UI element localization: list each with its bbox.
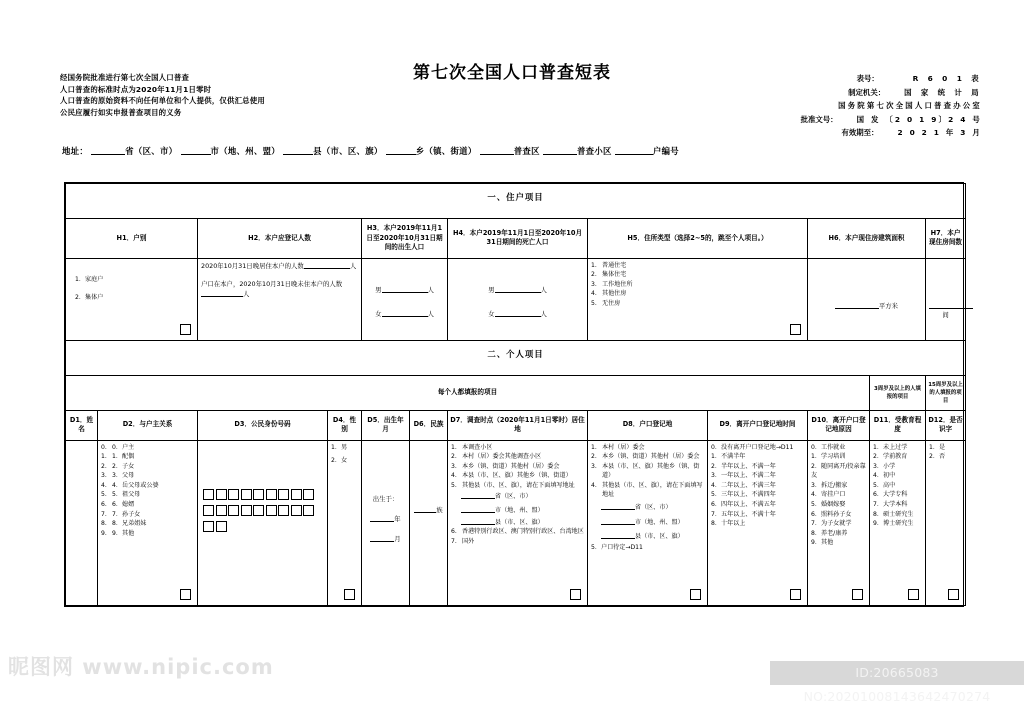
- h3-male-label: 男: [375, 285, 382, 294]
- col-h3: H3．本户2019年11月1日至2020年10月31日期间的出生人口: [362, 219, 448, 259]
- d2-option-8[interactable]: 8. 8．兄弟姐妹: [101, 520, 147, 528]
- group-all-label: 每个人都填报的项目: [66, 375, 870, 410]
- col-d2: D2．与户主关系: [98, 410, 198, 440]
- section2-answer-row: [66, 440, 966, 605]
- h5-option-2[interactable]: 2. 集体住宅: [591, 271, 627, 279]
- cell-d4[interactable]: [328, 440, 362, 605]
- d2-option-2[interactable]: 2. 2．子女: [101, 462, 135, 470]
- cell-d11[interactable]: [870, 440, 926, 605]
- cell-h4[interactable]: [448, 258, 588, 340]
- h3-unit: 人: [427, 285, 434, 294]
- address-line: [62, 145, 679, 157]
- d11-option-5[interactable]: 5．高中: [873, 481, 896, 489]
- section1-heading-row: [66, 184, 966, 219]
- meta-label: 批准文号：: [800, 114, 838, 124]
- d7-option-6[interactable]: 6. 香港特别行政区、澳门特别行政区、台湾地区: [451, 528, 584, 536]
- d11-option-3[interactable]: 3．小学: [873, 462, 896, 470]
- d9-option-8[interactable]: 8．十年以上: [711, 520, 746, 528]
- d8-option-2[interactable]: 2. 本乡（镇、街道）其他村（居）委会: [591, 453, 700, 461]
- d12-checkbox[interactable]: [948, 589, 959, 600]
- d8-option-4[interactable]: 4. 其他县（市、区、旗），请在下面填写地址: [591, 481, 703, 499]
- d10-option-9[interactable]: 9．其他: [811, 539, 834, 547]
- col-d4: D4．性别: [328, 410, 362, 440]
- d8-addr-city: 市（地、州、盟）: [635, 518, 684, 526]
- cell-d12[interactable]: [926, 440, 966, 605]
- d5-prefix: 出生于：: [372, 494, 399, 503]
- d9-checkbox[interactable]: [790, 589, 801, 600]
- col-h7: H7．本户现住房间数: [926, 219, 966, 259]
- d2-option-0[interactable]: 0. 0．户主: [101, 443, 135, 451]
- col-d12: D12．是否识字: [926, 410, 966, 440]
- cell-h6[interactable]: [808, 258, 926, 340]
- col-h6: H6．本户现住房建筑面积: [808, 219, 926, 259]
- d7-checkbox[interactable]: [570, 589, 581, 600]
- meta-label: 制定机关：: [848, 87, 886, 97]
- meta-value: R 6 0 1 表: [912, 74, 982, 83]
- h4-male-label: 男: [488, 285, 495, 294]
- d8-option-5[interactable]: 5．户口待定→D11: [591, 543, 643, 551]
- d10-option-2[interactable]: 2．随同离开/投亲靠友: [811, 462, 866, 480]
- d10-option-6[interactable]: 6．照料孙子女: [811, 510, 852, 518]
- meta-value: 国 发 〔2 0 1 9〕2 4 号: [856, 114, 982, 124]
- section1-answer-row: [66, 258, 966, 340]
- d12-option-2[interactable]: 2．否: [929, 453, 946, 461]
- d7-option-1[interactable]: 1. 本调查小区: [451, 443, 493, 451]
- h1-checkbox[interactable]: [180, 324, 191, 335]
- cell-h5[interactable]: [588, 258, 808, 340]
- meta-label: [782, 99, 838, 113]
- cell-d9[interactable]: [708, 440, 808, 605]
- d9-option-5[interactable]: 5．三年以上、不满四年: [711, 491, 776, 499]
- cell-d6[interactable]: [410, 440, 448, 605]
- d9-option-2[interactable]: 2．半年以上、不满一年: [711, 462, 776, 470]
- cell-d8[interactable]: [588, 440, 708, 605]
- d10-option-7[interactable]: 7．为子女就学: [811, 520, 852, 528]
- d11-option-7[interactable]: 7．大学本科: [873, 501, 908, 509]
- col-d11: D11．受教育程度: [870, 410, 926, 440]
- meta-row-valid-until: [782, 126, 982, 140]
- d3-id-row-3[interactable]: [203, 521, 324, 532]
- d4-option-2[interactable]: 2．女: [331, 457, 348, 465]
- cell-h3[interactable]: [362, 258, 448, 340]
- meta-value: 2 0 2 1 年 3 月: [897, 128, 982, 137]
- h5-option-3[interactable]: 3. 工作地住所: [591, 280, 633, 288]
- d11-option-8[interactable]: 8．硕士研究生: [873, 510, 914, 518]
- d4-option-1[interactable]: 1．男: [331, 443, 348, 451]
- section2-heading-row: [66, 340, 966, 375]
- address-field-county: 县（市、区、旗）: [313, 146, 383, 156]
- h2-unit-1: 人: [349, 261, 357, 270]
- meta-label: 有效期至：: [841, 128, 879, 137]
- cell-d10[interactable]: [808, 440, 870, 605]
- h5-checkbox[interactable]: [790, 324, 801, 335]
- col-h2: H2．本户应登记人数: [198, 219, 362, 259]
- d11-option-9[interactable]: 9．博士研究生: [873, 520, 914, 528]
- d2-option-3[interactable]: 3. 3．父母: [101, 472, 135, 480]
- h1-option-1[interactable]: 1．家庭户: [75, 275, 104, 283]
- d2-option-9[interactable]: 9. 9．其他: [101, 529, 135, 537]
- address-field-city: 市（地、州、盟）: [210, 146, 280, 156]
- d8-option-1[interactable]: 1. 本村（居）委会: [591, 443, 645, 451]
- d2-option-7[interactable]: 7. 7．孙子女: [101, 510, 141, 518]
- h4-female-label: 女: [488, 309, 495, 318]
- d10-option-5[interactable]: 5．婚姻嫁娶: [811, 501, 846, 509]
- meta-value: 国务院第七次全国人口普查办公室: [838, 101, 982, 110]
- h7-unit: 间: [942, 310, 949, 319]
- d11-option-2[interactable]: 2．学前教育: [873, 453, 908, 461]
- d7-addr-city: 市（地、州、盟）: [495, 507, 544, 515]
- d2-option-5[interactable]: 5. 5．祖父母: [101, 491, 141, 499]
- d8-option-3[interactable]: 3. 本县（市、区、旗）其他乡（镇、街道）: [591, 462, 700, 480]
- cell-d7[interactable]: [448, 440, 588, 605]
- address-field-province: 省（区、市）: [125, 146, 178, 156]
- cell-d5[interactable]: [362, 440, 410, 605]
- cell-h2[interactable]: [198, 258, 362, 340]
- d9-option-0[interactable]: 0．没有离开户口登记地→D11: [711, 443, 794, 451]
- d2-option-6[interactable]: 6. 6．媳婿: [101, 501, 135, 509]
- d8-addr-county: 县（市、区、旗）: [635, 533, 684, 541]
- d7-addr-county: 县（市、区、旗）: [495, 518, 544, 526]
- cell-d2[interactable]: [98, 440, 198, 605]
- col-d7: D7．调查时点（2020年11月1日零时）居住地: [448, 410, 588, 440]
- d2-checkbox[interactable]: [180, 589, 191, 600]
- d9-option-3[interactable]: 3．一年以上、不满二年: [711, 472, 776, 480]
- section1-header-row: [66, 219, 966, 259]
- d8-addr-province: 省（区、市）: [635, 504, 672, 512]
- d10-option-8[interactable]: 8．养老/康养: [811, 529, 848, 537]
- h6-unit: 平方米: [878, 301, 899, 310]
- col-h5: H5．住所类型（选择2~5的，跳至个人项目。）: [588, 219, 808, 259]
- h5-option-5[interactable]: 5. 无住房: [591, 299, 621, 307]
- watermark-right-id: ID:20665083 NO:20201008143642470274: [770, 661, 1024, 685]
- col-d5: D5．出生年月: [362, 410, 410, 440]
- address-field-household-number: 户编号: [652, 146, 679, 156]
- d7-option-7[interactable]: 7. 国外: [451, 537, 475, 545]
- census-form-table: [64, 182, 964, 607]
- notice-line-3: 人口普查的原始资料不向任何单位和个人提供，仅供汇总使用: [60, 96, 265, 106]
- d2-option-1[interactable]: 1. 1．配偶: [101, 453, 135, 461]
- h1-option-2[interactable]: 2．集体户: [75, 294, 104, 302]
- d7-option-3[interactable]: 3. 本乡（镇、街道）其他村（居）委会: [451, 462, 560, 470]
- meta-row-office: [782, 99, 982, 113]
- d2-option-4[interactable]: 4. 4．岳父母或公婆: [101, 481, 159, 489]
- d11-option-1[interactable]: 1．未上过学: [873, 443, 908, 451]
- d4-checkbox[interactable]: [344, 589, 355, 600]
- section2-group-row: [66, 375, 966, 410]
- cell-h1[interactable]: [66, 258, 198, 340]
- d10-option-4[interactable]: 4．寄挂户口: [811, 491, 846, 499]
- group-age15-label: 15周岁及以上的人填报的项目: [926, 375, 966, 410]
- page-title: 第七次全国人口普查短表: [413, 63, 611, 83]
- meta-value: 国 家 统 计 局: [904, 87, 982, 97]
- address-field-census-area: 普查区: [513, 146, 540, 156]
- address-field-township: 乡（镇、街道）: [415, 146, 477, 156]
- form-meta-block: [782, 72, 982, 140]
- d12-option-1[interactable]: 1．是: [929, 443, 946, 451]
- col-d3: D3．公民身份号码: [198, 410, 328, 440]
- h4-unit: 人: [540, 285, 547, 294]
- d10-option-3[interactable]: 3．拆迁/搬家: [811, 481, 848, 489]
- notice-line-4: 公民应履行如实申报普查项目的义务: [60, 107, 182, 117]
- col-d8: D8．户口登记地: [588, 410, 708, 440]
- d9-option-4[interactable]: 4．二年以上、不满三年: [711, 481, 776, 489]
- d7-option-2[interactable]: 2. 本村（居）委会其他调查小区: [451, 453, 542, 461]
- d9-option-1[interactable]: 1．不满半年: [711, 453, 746, 461]
- notice-block: [60, 72, 265, 118]
- section2-header-row: [66, 410, 966, 440]
- meta-row-form-number: [782, 72, 982, 86]
- d10-option-1[interactable]: 1．学习培训: [811, 453, 846, 461]
- d11-option-4[interactable]: 4．初中: [873, 472, 896, 480]
- col-d1: D1．姓名: [66, 410, 98, 440]
- col-d6: D6．民族: [410, 410, 448, 440]
- d9-option-7[interactable]: 7．五年以上、不满十年: [711, 510, 776, 518]
- watermark-left: 昵图网 www.nipic.com: [8, 655, 274, 679]
- col-h4: H4．本户2019年11月1日至2020年10月31日期间的死亡人口: [448, 219, 588, 259]
- meta-label: 表号：: [856, 74, 879, 83]
- col-h1: H1．户别: [66, 219, 198, 259]
- d7-option-5[interactable]: 5. 其他县（市、区、旗），请在下面填写地址: [451, 481, 575, 489]
- d3-id-row-2[interactable]: [203, 505, 324, 516]
- notice-line-1: 经国务院批准进行第七次全国人口普查: [60, 73, 190, 82]
- h2-unit-2: 人: [243, 289, 250, 298]
- h5-option-1[interactable]: 1. 普通住宅: [591, 261, 627, 269]
- h4-unit: 人: [540, 309, 547, 318]
- h2-label-1: 2020年10月31日晚居住本户的人数: [201, 261, 304, 270]
- address-label: 地址：: [62, 146, 89, 156]
- section1-heading: 一、住户项目: [66, 184, 966, 219]
- cell-d3[interactable]: [198, 440, 328, 605]
- address-field-census-subarea: 普查小区: [576, 146, 612, 156]
- d11-checkbox[interactable]: [908, 589, 919, 600]
- meta-row-issuing-agency: [782, 86, 982, 100]
- cell-h7[interactable]: [926, 258, 966, 340]
- d8-checkbox[interactable]: [690, 589, 701, 600]
- h3-unit: 人: [427, 309, 434, 318]
- col-d9: D9．离开户口登记地时间: [708, 410, 808, 440]
- d11-option-6[interactable]: 6．大学专科: [873, 491, 908, 499]
- h5-option-4[interactable]: 4. 其他住房: [591, 290, 627, 298]
- d5-month-unit: 月: [394, 534, 401, 543]
- d10-option-0[interactable]: 0．工作就业: [811, 443, 846, 451]
- cell-d1[interactable]: [66, 440, 98, 605]
- group-age3-label: 3周岁及以上的人填报的项目: [870, 375, 926, 410]
- meta-row-approval-number: [782, 113, 982, 127]
- d7-addr-province: 省（区、市）: [495, 493, 532, 501]
- d10-checkbox[interactable]: [852, 589, 863, 600]
- h3-female-label: 女: [375, 309, 382, 318]
- col-d10: D10．离开户口登记地原因: [808, 410, 870, 440]
- h2-label-2: 户口在本户，2020年10月31日晚未住本户的人数: [201, 279, 343, 288]
- d7-option-4[interactable]: 4. 本县（市、区、旗）其他乡（镇、街道）: [451, 472, 572, 480]
- section2-heading: 二、个人项目: [66, 340, 966, 375]
- d9-option-6[interactable]: 6．四年以上、不满五年: [711, 501, 776, 509]
- notice-line-2: 人口普查的标准时点为2020年11月1日零时: [60, 84, 212, 94]
- d6-unit: 族: [436, 505, 443, 514]
- d5-year-unit: 年: [394, 514, 401, 523]
- d3-id-row-1[interactable]: [203, 489, 324, 500]
- document-header: [0, 0, 1024, 180]
